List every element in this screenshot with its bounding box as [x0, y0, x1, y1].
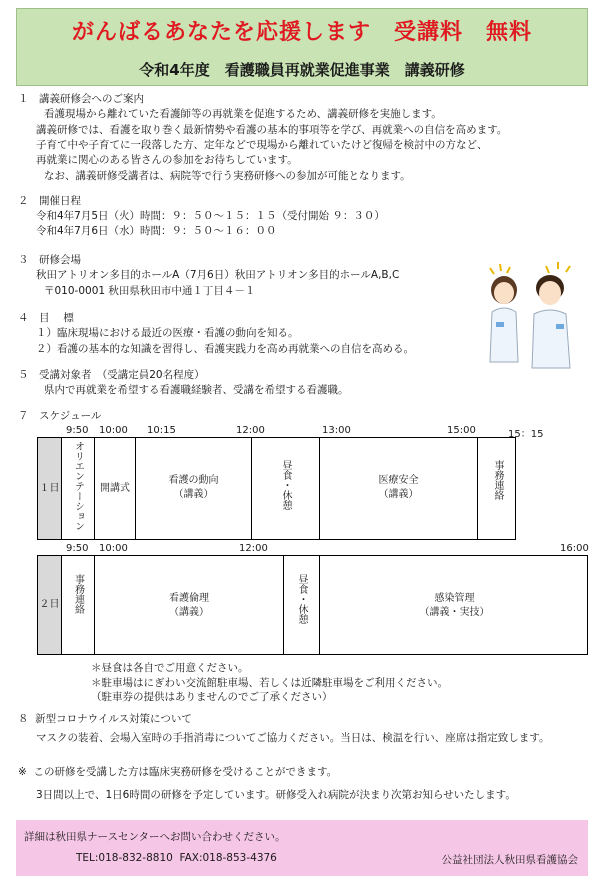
- day1-label-cell: [38, 438, 62, 539]
- phone-fax: TEL:018-832-8810 FAX:018-853-4376: [76, 852, 277, 864]
- time-label: 10:15: [147, 425, 176, 436]
- time-label: 13:00: [322, 425, 351, 436]
- day1-opening-cell: [95, 438, 136, 539]
- schedule-note: ＊駐車場はにぎわい交流館駐車場、若しくは近隣駐車場をご利用ください。: [91, 677, 448, 689]
- main-title: がんばるあなたを応援します 受講料 無料: [71, 20, 532, 45]
- section-1-line: 子育て中や子育てに一段落した方、定年などで現場から離れていたけど復帰を検討中の方など、: [36, 139, 488, 151]
- section-1-line: 講義研修では、看護を取り巻く最新情勢や看護の基本的事項等を学び、再就業への自信を高めます。: [36, 124, 508, 136]
- section-2-heading: ２ 開催日程: [18, 195, 81, 207]
- day2-admin-cell: [62, 556, 95, 654]
- day2-infection: 感染管理 （講義・実技）: [419, 593, 490, 618]
- inquiry-text: 詳細は秋田県ナースセンターへお問い合わせください。: [24, 831, 286, 843]
- day1-opening: 開講式: [100, 483, 130, 494]
- time-label: 9:50: [66, 543, 89, 554]
- day2-label-cell: [38, 556, 62, 654]
- day2-admin: 事務連絡: [72, 574, 84, 614]
- day2-lunch-cell: [284, 556, 320, 654]
- day1-label: １日: [39, 483, 60, 494]
- time-label: 9:50: [66, 425, 89, 436]
- subtitle: 令和4年度 看護職員再就業促進事業 講義研修: [139, 61, 465, 79]
- day1-orientation-cell: [62, 438, 95, 539]
- section-5-heading: ５ 受講対象者 （受講定員20名程度）: [18, 369, 205, 381]
- time-label: 12:00: [239, 543, 268, 554]
- time-label: 10:00: [99, 425, 128, 436]
- time-label: 15：15: [508, 429, 544, 440]
- schedule-date-2: 令和4年7月6日（水）時間：９：５０～１６：００: [36, 225, 277, 237]
- time-label: 10:00: [99, 543, 128, 554]
- organization-name: 公益社団法人秋田県看護協会: [441, 854, 578, 866]
- time-label: 12:00: [236, 425, 265, 436]
- section-1-line: 看護現場から離れていた看護師等の再就業を促進するため、講義研修を実施します。: [44, 108, 442, 120]
- section-1-line: なお、講義研修受講者は、病院等で行う実務研修への参加が可能となります。: [44, 170, 411, 182]
- day1-lunch: 昼食・休憩: [280, 460, 291, 510]
- day2-ethics-cell: [95, 556, 284, 654]
- venue-address: 〒010-0001 秋田県秋田市中通１丁目４－１: [44, 285, 256, 297]
- time-label: 15:00: [447, 425, 476, 436]
- day1-lunch-cell: [252, 438, 320, 539]
- goal-1: １）臨床現場における最近の医療・看護の動向を知る。: [36, 327, 299, 339]
- section-1-line: 再就業に関心のある皆さんの参加をお待ちしています。: [36, 154, 298, 166]
- day1-safety-cell: [320, 438, 478, 539]
- schedule-day1-table: [37, 437, 516, 540]
- section-7-heading: ７ スケジュール: [18, 410, 102, 422]
- section-3-heading: ３ 研修会場: [18, 254, 81, 266]
- schedule-note: （駐車券の提供はありませんのでご了承ください）: [91, 691, 333, 703]
- clinical-training-note: ※ この研修を受講した方は臨床実務研修を受けることができます。: [18, 766, 338, 778]
- time-label: 16:00: [560, 543, 589, 554]
- day1-admin: 事務連絡: [492, 460, 503, 500]
- day1-trends-cell: [136, 438, 252, 539]
- day2-ethics: 看護倫理 （講義）: [169, 593, 209, 618]
- target-audience: 県内で再就業を希望する看護職経験者、受講を希望する看護職。: [44, 384, 349, 396]
- section-4-heading: ４ 目 標: [18, 312, 74, 324]
- goal-2: ２）看護の基本的な知識を習得し、看護実践力を高め再就業への自信を高める。: [36, 343, 414, 355]
- day1-orientation: オリエンテーション: [72, 441, 84, 531]
- day1-admin-cell: [478, 438, 517, 539]
- schedule-note: ＊昼食は各自でご用意ください。: [91, 662, 249, 674]
- nurse-illustration: [480, 262, 580, 372]
- section-1-heading: １ 講義研修会へのご案内: [18, 93, 144, 105]
- schedule-day2-table: [37, 555, 588, 655]
- venue-name: 秋田アトリオン多目的ホールA（7月6日）秋田アトリオン多目的ホールA,B,C: [36, 269, 400, 281]
- contact-footer: [16, 820, 588, 876]
- day2-label: ２日: [39, 599, 60, 610]
- covid-measures: マスクの装着、会場入室時の手指消毒についてご協力ください。当日は、検温を行い、座席は指定致します。: [36, 732, 550, 744]
- day1-trends: 看護の動向 （講義）: [168, 475, 219, 500]
- clinical-training-detail: 3日間以上で、1日6時間の研修を予定しています。研修受入れ病院が決まり次第お知らせいたします。: [36, 789, 516, 801]
- section-8-heading: ８ 新型コロナウイルス対策について: [18, 713, 192, 725]
- day2-lunch: 昼食・休憩: [296, 574, 307, 624]
- day2-infection-cell: [320, 556, 589, 654]
- schedule-date-1: 令和4年7月5日（火）時間：９：５０～１５：１５（受付開始 ９：３０）: [36, 210, 385, 222]
- day1-safety: 医療安全 （講義）: [378, 475, 419, 500]
- title-banner: [16, 8, 588, 86]
